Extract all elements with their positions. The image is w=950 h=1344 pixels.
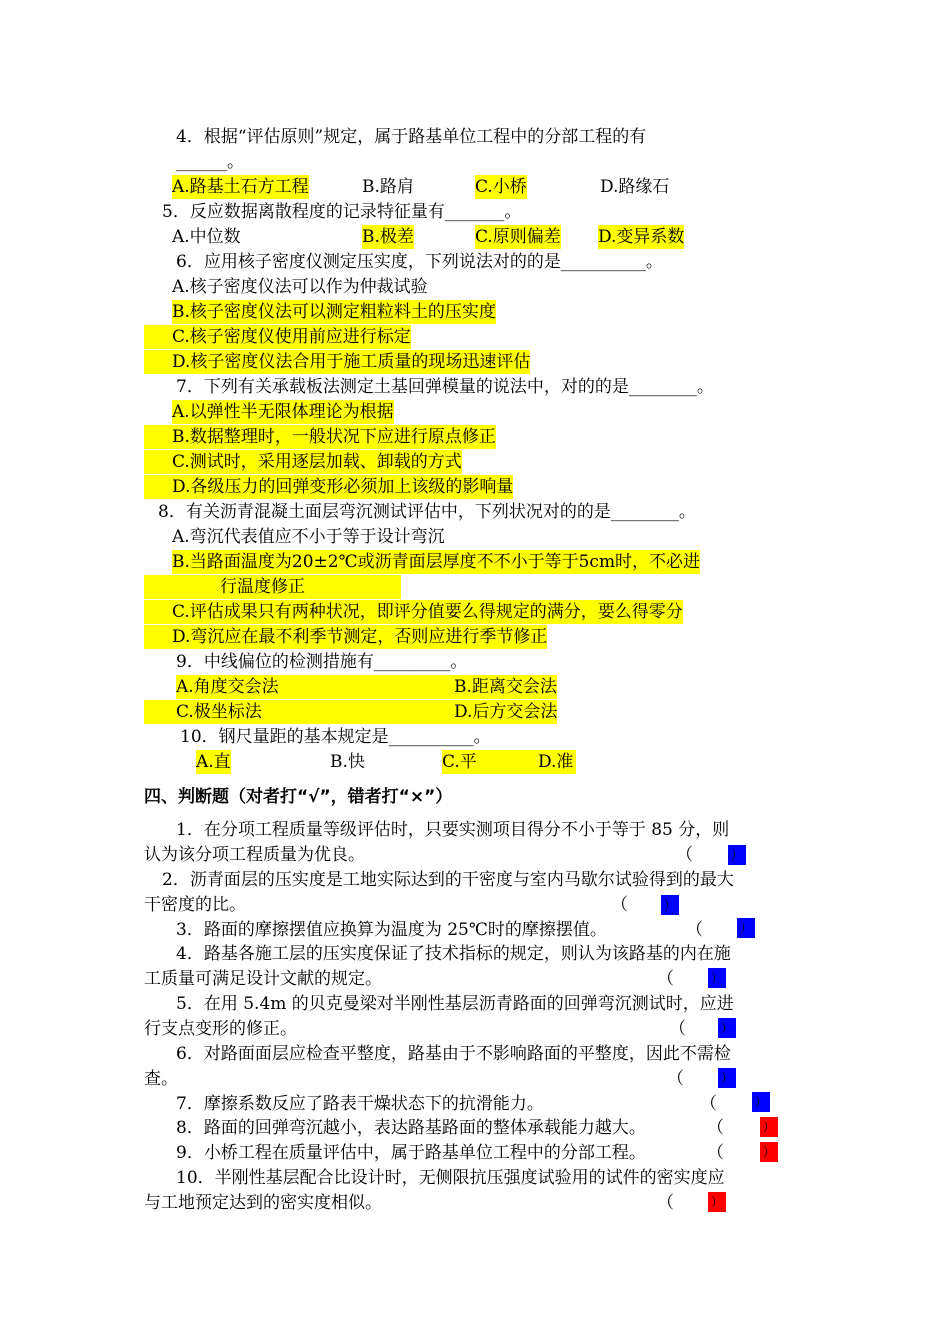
tf-2-line-2: 干密度的比。 [144,895,246,915]
question-7-option-c: C.测试时，采用逐层加载、卸载的方式 [144,450,462,474]
tf-4-paren-open: （ [657,969,674,989]
tf-1-answer-marker: ） [728,845,746,865]
question-10-stem: 10．钢尺量距的基本规定是__________。 [180,727,491,747]
question-6-option-a: A.核子密度仪法可以作为仲裁试验 [172,277,428,297]
tf-6-line-2: 查。 [144,1069,178,1089]
question-5-stem: 5．反应数据离散程度的记录特征量有_______。 [162,202,522,222]
question-8-option-b: B.当路面温度为20±2℃或沥青面层厚度不不小于等于5cm时，不必进 [172,552,701,572]
tf-2-paren-open: （ [611,895,628,915]
tf-8-answer-marker: ） [760,1117,778,1137]
tf-8-paren-open: （ [707,1118,724,1138]
question-8-option-a: A.弯沉代表值应不小于等于设计弯沉 [172,527,445,547]
question-8-stem: 8．有关沥青混凝土面层弯沉测试评估中，下列状况对的的是________。 [158,502,696,522]
question-7-option-b: B.数据整理时，一般状况下应进行原点修正 [144,425,496,449]
tf-10-line-2: 与工地预定达到的密实度相似。 [144,1193,382,1213]
tf-7-paren-open: （ [700,1094,717,1114]
question-4-stem-cont: ______。 [176,152,244,172]
question-9-option-b: B.距离交会法 [454,677,557,697]
tf-5-line-2: 行支点变形的修正。 [144,1019,297,1039]
question-5-option-c: C.原则偏差 [475,227,561,247]
tf-9-line-1: 9．小桥工程在质量评估中，属于路基单位工程中的分部工程。 [176,1143,646,1163]
tf-5-paren-open: （ [669,1019,686,1039]
section-heading-true-false: 四、判断题（对者打“√”，错者打“×”） [144,787,453,807]
question-4-option-c: C.小桥 [475,177,527,197]
tf-4-line-2: 工质量可满足设计文献的规定。 [144,969,382,989]
question-9-stem: 9．中线偏位的检测措施有_________。 [176,652,468,672]
question-10-option-a: A.直 [196,752,231,772]
question-10-option-b: B.快 [330,752,365,772]
question-6-option-b: B.核子密度仪法可以测定粗粒料土的压实度 [172,302,496,322]
question-5-option-b: B.极差 [362,227,414,247]
question-6-option-d: D.核子密度仪法合用于施工质量的现场迅速评估 [144,350,530,374]
question-4-stem: 4．根据“评估原则”规定，属于路基单位工程中的分部工程的有 [176,127,647,147]
tf-7-answer-marker: ） [752,1092,770,1112]
tf-2-answer-marker: ） [661,895,679,915]
question-8-option-b-cont: 行温度修正 [144,575,401,599]
tf-5-line-1: 5．在用 5.4m 的贝克曼梁对半刚性基层沥青路面的回弹弯沉测试时，应进 [176,994,734,1014]
tf-1-line-1: 1．在分项工程质量等级评估时，只要实测项目得分不小于等于 85 分，则 [176,820,730,840]
tf-9-paren-open: （ [707,1143,724,1163]
tf-3-answer-marker: ） [737,918,755,938]
question-6-stem: 6．应用核子密度仪测定压实度，下列说法对的的是__________。 [176,252,663,272]
question-6-option-c: C.核子密度仪使用前应进行标定 [144,325,411,349]
question-9-option-a: A.角度交会法 [176,675,454,699]
tf-10-paren-open: （ [657,1193,674,1213]
question-10-option-d: D.准 [538,752,574,772]
tf-7-line-1: 7．摩擦系数反应了路表干燥状态下的抗滑能力。 [176,1094,544,1114]
tf-10-line-1: 10．半刚性基层配合比设计时，无侧限抗压强度试验用的试件的密实度应 [176,1168,725,1188]
tf-9-answer-marker: ） [760,1142,778,1162]
tf-3-paren-open: （ [686,920,703,940]
tf-5-answer-marker: ） [718,1018,736,1038]
tf-8-line-1: 8．路面的回弹弯沉越小，表达路基路面的整体承载能力越大。 [176,1118,646,1138]
question-4-option-d: D.路缘石 [600,177,670,197]
question-7-option-a: A.以弹性半无限体理论为根据 [172,402,394,422]
question-5-option-a: A.中位数 [172,227,241,247]
tf-10-answer-marker: ） [708,1192,726,1212]
tf-1-line-2: 认为该分项工程质量为优良。 [144,845,365,865]
question-7-stem: 7．下列有关承载板法测定土基回弹模量的说法中，对的的是________。 [176,377,714,397]
question-10-option-c: C.平 [442,750,576,774]
question-8-option-d: D.弯沉应在最不利季节测定，否则应进行季节修正 [144,625,547,649]
tf-6-answer-marker: ） [718,1068,736,1088]
question-8-option-c: C.评估成果只有两种状况，即评分值要么得规定的满分，要么得零分 [144,600,683,624]
question-4-option-a: A.路基土石方工程 [172,177,309,197]
question-7-option-d: D.各级压力的回弹变形必须加上该级的影响量 [144,475,513,499]
tf-3-line-1: 3．路面的摩擦摆值应换算为温度为 25℃时的摩擦摆值。 [176,920,607,940]
tf-6-line-1: 6．对路面面层应检查平整度，路基由于不影响路面的平整度，因此不需检 [176,1044,731,1064]
question-4-option-b: B.路肩 [362,177,414,197]
tf-4-answer-marker: ） [708,968,726,988]
tf-1-paren-open: （ [676,845,693,865]
tf-4-line-1: 4．路基各施工层的压实度保证了技术指标的规定，则认为该路基的内在施 [176,944,731,964]
question-9-option-c: C.极坐标法 [144,700,454,724]
question-9-option-d: D.后方交会法 [454,702,558,722]
question-5-option-d: D.变异系数 [598,227,685,247]
tf-2-line-1: 2．沥青面层的压实度是工地实际达到的干密度与室内马歇尔试验得到的最大 [162,870,734,890]
tf-6-paren-open: （ [667,1069,684,1089]
